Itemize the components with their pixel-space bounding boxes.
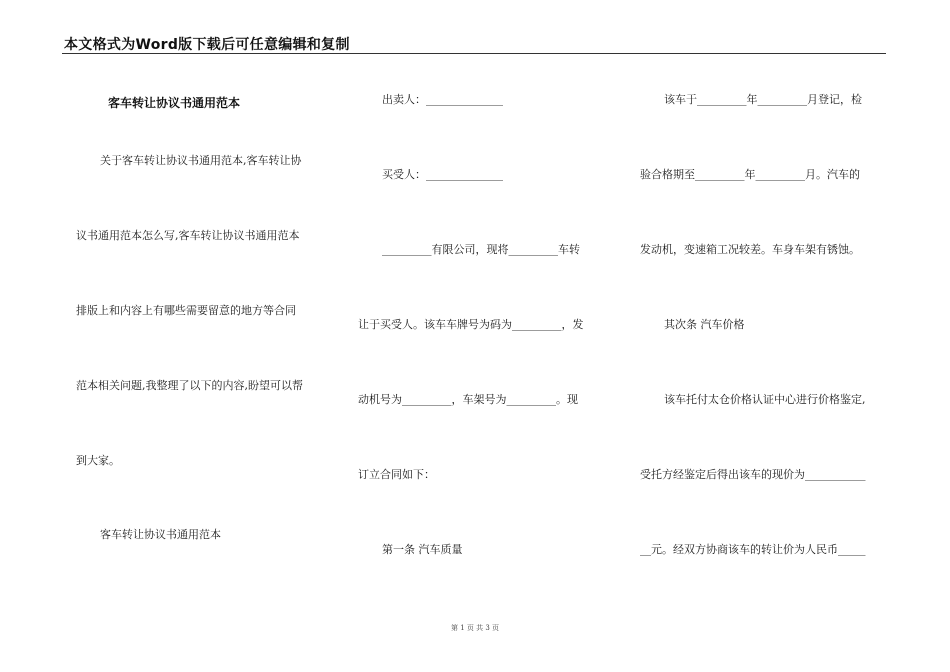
seller-field-line: 出卖人：______________: [382, 93, 503, 106]
header-divider: [62, 53, 886, 54]
section-heading: 其次条 汽车价格: [664, 318, 745, 331]
paragraph-line: 排版上和内容上有哪些需要留意的地方等合同: [76, 304, 296, 317]
paragraph-line: 验合格期至_________年_________月。汽车的: [640, 168, 860, 181]
paragraph-line: 该车于_________年_________月登记，检: [664, 93, 862, 106]
paragraph-line: 受托方经鉴定后得出该车的现价为___________: [640, 468, 866, 481]
paragraph-line: 该车托付太仓价格认证中心进行价格鉴定,: [664, 393, 866, 406]
section-heading: 客车转让协议书通用范本: [100, 528, 221, 541]
paragraph-line: 关于客车转让协议书通用范本,客车转让协: [100, 154, 302, 167]
document-header-title: 本文格式为Word版下载后可任意编辑和复制: [64, 37, 350, 53]
paragraph-line: _________有限公司，现将_________车转: [382, 243, 580, 256]
page-number: 第 1 页 共 3 页: [450, 624, 500, 632]
paragraph-line: 到大家。: [76, 454, 120, 467]
buyer-field-line: 买受人：______________: [382, 168, 503, 181]
section-heading: 第一条 汽车质量: [382, 543, 463, 556]
paragraph-line: 议书通用范本怎么写,客车转让协议书通用范本: [76, 229, 300, 242]
paragraph-line: 范本相关问题,我整理了以下的内容,盼望可以帮: [76, 379, 303, 392]
paragraph-line: 发动机，变速箱工况较差。车身车架有锈蚀。: [640, 243, 860, 256]
paragraph-line: 让于买受人。该车车牌号为码为_________，发: [358, 318, 584, 331]
paragraph-line: 订立合同如下：: [358, 468, 435, 481]
document-title: 客车转让协议书通用范本: [108, 96, 241, 110]
paragraph-line: __元。经双方协商该车的转让价为人民币_____: [640, 543, 866, 556]
paragraph-line: 动机号为_________，车架号为_________。现: [358, 393, 578, 406]
